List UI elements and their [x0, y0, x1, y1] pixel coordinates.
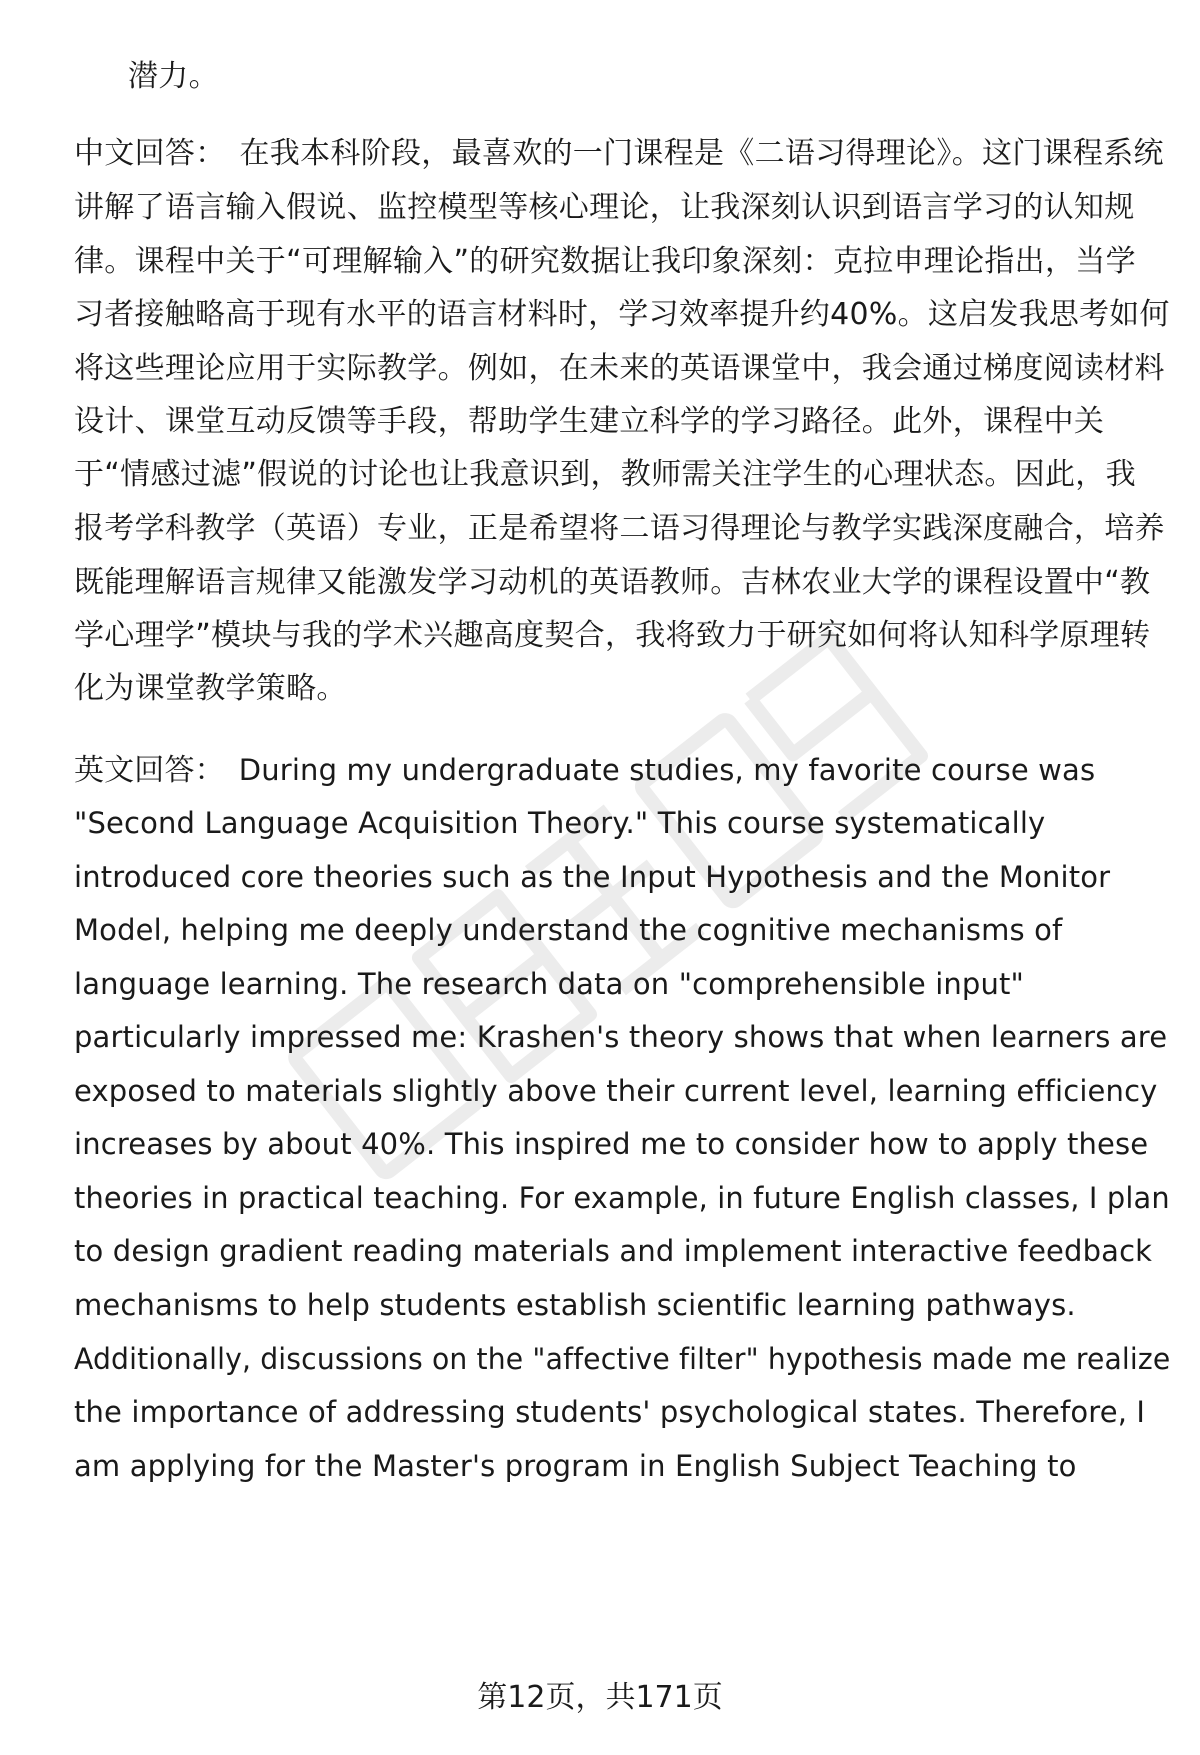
english-answer-line: exposed to materials slightly above their current level, learning efficiency	[74, 1074, 1158, 1108]
chinese-answer-line: 报考学科教学（英语）专业，正是希望将二语习得理论与教学实践深度融合，培养	[74, 511, 1165, 546]
chinese-answer-line: 律。课程中关于“可理解输入”的研究数据让我印象深刻：克拉申理论指出，当学	[74, 244, 1136, 279]
english-answer-line: introduced core theories such as the Input Hypothesis and the Monitor	[74, 860, 1111, 894]
english-answer-label: 英文回答：	[74, 753, 225, 788]
english-answer-line	[74, 750, 1095, 790]
english-answer-line: Model, helping me deeply understand the cognitive mechanisms of	[74, 913, 1063, 947]
continuation-line: 潜力。	[128, 59, 219, 94]
chinese-answer-line: 将这些理论应用于实际教学。例如，在未来的英语课堂中，我会通过梯度阅读材料	[74, 351, 1165, 386]
english-answer-line: the importance of addressing students' psychological states. Therefore, I	[74, 1395, 1146, 1429]
chinese-answer-line: 既能理解语言规律又能激发学习动机的英语教师。吉林农业大学的课程设置中“教	[74, 565, 1151, 600]
chinese-answer-line: 化为课堂教学策略。	[74, 671, 347, 706]
chinese-answer-text: 在我本科阶段，最喜欢的一门课程是《二语习得理论》。这门课程系统	[239, 136, 1164, 171]
chinese-answer-line: 于“情感过滤”假说的讨论也让我意识到，教师需关注学生的心理状态。因此，我	[74, 457, 1136, 492]
english-answer-line: theories in practical teaching. For example, in future English classes, I plan	[74, 1181, 1170, 1215]
english-answer-line: increases by about 40%. This inspired me to consider how to apply these	[74, 1127, 1149, 1161]
english-answer-line: Additionally, discussions on the "affective filter" hypothesis made me realize	[74, 1342, 1171, 1376]
english-answer-line: language learning. The research data on "comprehensible input"	[74, 967, 1025, 1001]
chinese-answer-line: 习者接触略高于现有水平的语言材料时，学习效率提升约40%。这启发我思考如何	[74, 297, 1170, 332]
chinese-answer-line: 讲解了语言输入假说、监控模型等核心理论，让我深刻认识到语言学习的认知规	[74, 190, 1135, 225]
chinese-answer-line: 学心理学”模块与我的学术兴趣高度契合，我将致力于研究如何将认知科学原理转	[74, 618, 1151, 653]
chinese-answer-line: 设计、课堂互动反馈等手段，帮助学生建立科学的学习路径。此外，课程中关	[74, 404, 1105, 439]
page-number-footer: 第12页，共171页	[477, 1680, 723, 1715]
english-answer-line: "Second Language Acquisition Theory." This course systematically	[74, 806, 1046, 840]
english-answer-line: mechanisms to help students establish scientific learning pathways.	[74, 1288, 1076, 1322]
chinese-answer-label: 中文回答：	[74, 136, 226, 171]
english-answer-line: to design gradient reading materials and implement interactive feedback	[74, 1234, 1153, 1268]
english-answer-line: am applying for the Master's program in English Subject Teaching to	[74, 1449, 1077, 1483]
chinese-answer-line	[74, 134, 1164, 174]
english-answer-line: particularly impressed me: Krashen's theory shows that when learners are	[74, 1020, 1168, 1054]
english-answer-text: During my undergraduate studies, my favorite course was	[238, 753, 1096, 787]
